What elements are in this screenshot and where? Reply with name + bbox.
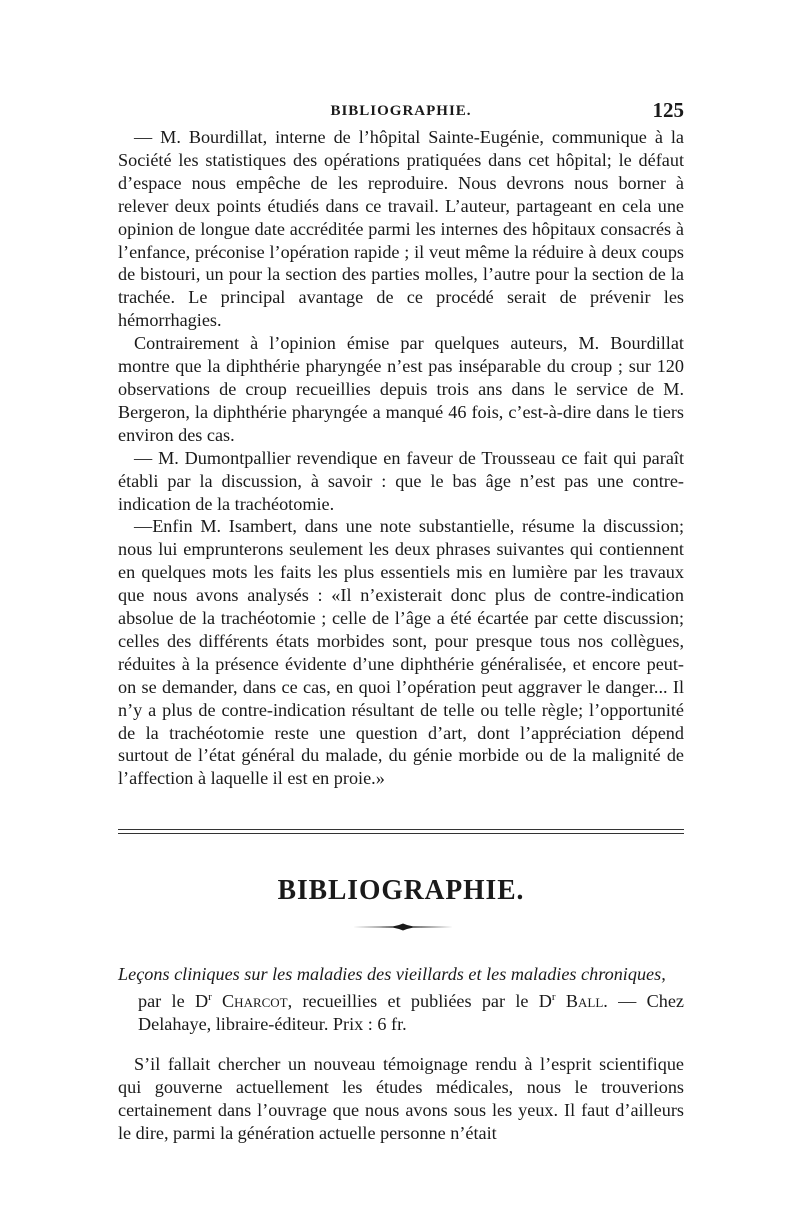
body-text <box>118 126 684 790</box>
publisher-text: — Chez Delahaye, libraire-éditeur. Prix : 6 fr. <box>138 990 684 1034</box>
divider-rule-bottom <box>118 833 684 834</box>
ornament-icon <box>353 922 453 932</box>
by-sup: r <box>208 990 212 1003</box>
bibliography-entry <box>118 963 684 1036</box>
edited-text: , recueillies et publiées par le D <box>287 990 552 1011</box>
running-title: BIBLIOGRAPHIE. <box>330 103 472 119</box>
author-name: Charcot <box>222 990 288 1011</box>
paragraph-bourdillat: — M. Bourdillat, interne de l’hôpital Sainte-Eugénie, communique à la Société les statistiques des opérations pratiquées dans cet hôpital; le défaut d’espace nous empêche de les reproduire. Nous devrons nous borner à relever deux points étudiés dans ce travail. L’auteur, partageant en cela une opinion de longue date accréditée parmi les internes des hôpitaux consacrés à l’enfance, préconise l’opération rapide ; il veut même la réduire à deux coups de bistouri, un pour la section des parties molles, l’autre pour la section de la trachée. Le principal avantage de ce procédé serait de prévenir les hémorrhagies. <box>118 127 684 331</box>
page-number: 125 <box>652 98 684 122</box>
by-prefix: par le D <box>138 990 209 1011</box>
review-paragraph: S’il fallait chercher un nouveau témoignage rendu à l’esprit scientifique qui gouverne actuellement les études médicales, nous le trouverions certainement dans l’ouvrage que nous avons sous les yeux. Il faut d’ailleurs le dire, parmi la génération actuelle personne n’était <box>118 1054 684 1143</box>
running-head <box>118 98 684 122</box>
book-title: Leçons cliniques sur les maladies des vieillards et les maladies chroniques, <box>118 964 666 984</box>
divider-rule-top <box>118 829 684 830</box>
paragraph-dumontpallier: — M. Dumontpallier revendique en faveur de Trousseau ce fait qui paraît établi par la discussion, à savoir : que le bas âge n’est pas une contre-indication de la trachéotomie. <box>118 447 684 514</box>
paragraph-isambert: —Enfin M. Isambert, dans une note substantielle, résume la discussion; nous lui emprunterons seulement les deux phrases suivantes qui contiennent en quelques mots les faits les plus essentiels mis en lumière par les travaux que nous avons analysés : «Il n’existerait donc plus de contre-indication absolue de la trachéotomie ; celle de l’âge a été écartée par cette discussion; celles des différents états morbides sont, pour presque tous nos collègues, réduites à la présence évidente d’une diphthérie généralisée, et encore peut-on se demander, dans ce cas, en quoi l’opération peut aggraver le danger... Il n’y a plus de contre-indication résultant de telle ou telle règle; l’opportunité de la trachéotomie reste une question d’art, dont l’appréciation dépend surtout de l’état général du malade, du génie morbide ou de la malignité de l’affection à laquelle il est en proie.» <box>118 516 684 789</box>
review-text <box>118 1053 684 1145</box>
editor-sup: r <box>551 990 556 1003</box>
section-title: BIBLIOGRAPHIE. <box>277 874 525 906</box>
paragraph-contrairement: Contrairement à l’opinion émise par quelques auteurs, M. Bourdillat montre que la diphthérie pharyngée n’est pas inséparable du croup ; sur 120 observations de croup recueillies depuis trois ans dans le service de M. Bergeron, la diphthérie pharyngée a manqué 46 fois, c’est-à-dire dans le tiers environ des cas. <box>118 333 684 445</box>
editor-name: Ball. <box>565 990 608 1011</box>
